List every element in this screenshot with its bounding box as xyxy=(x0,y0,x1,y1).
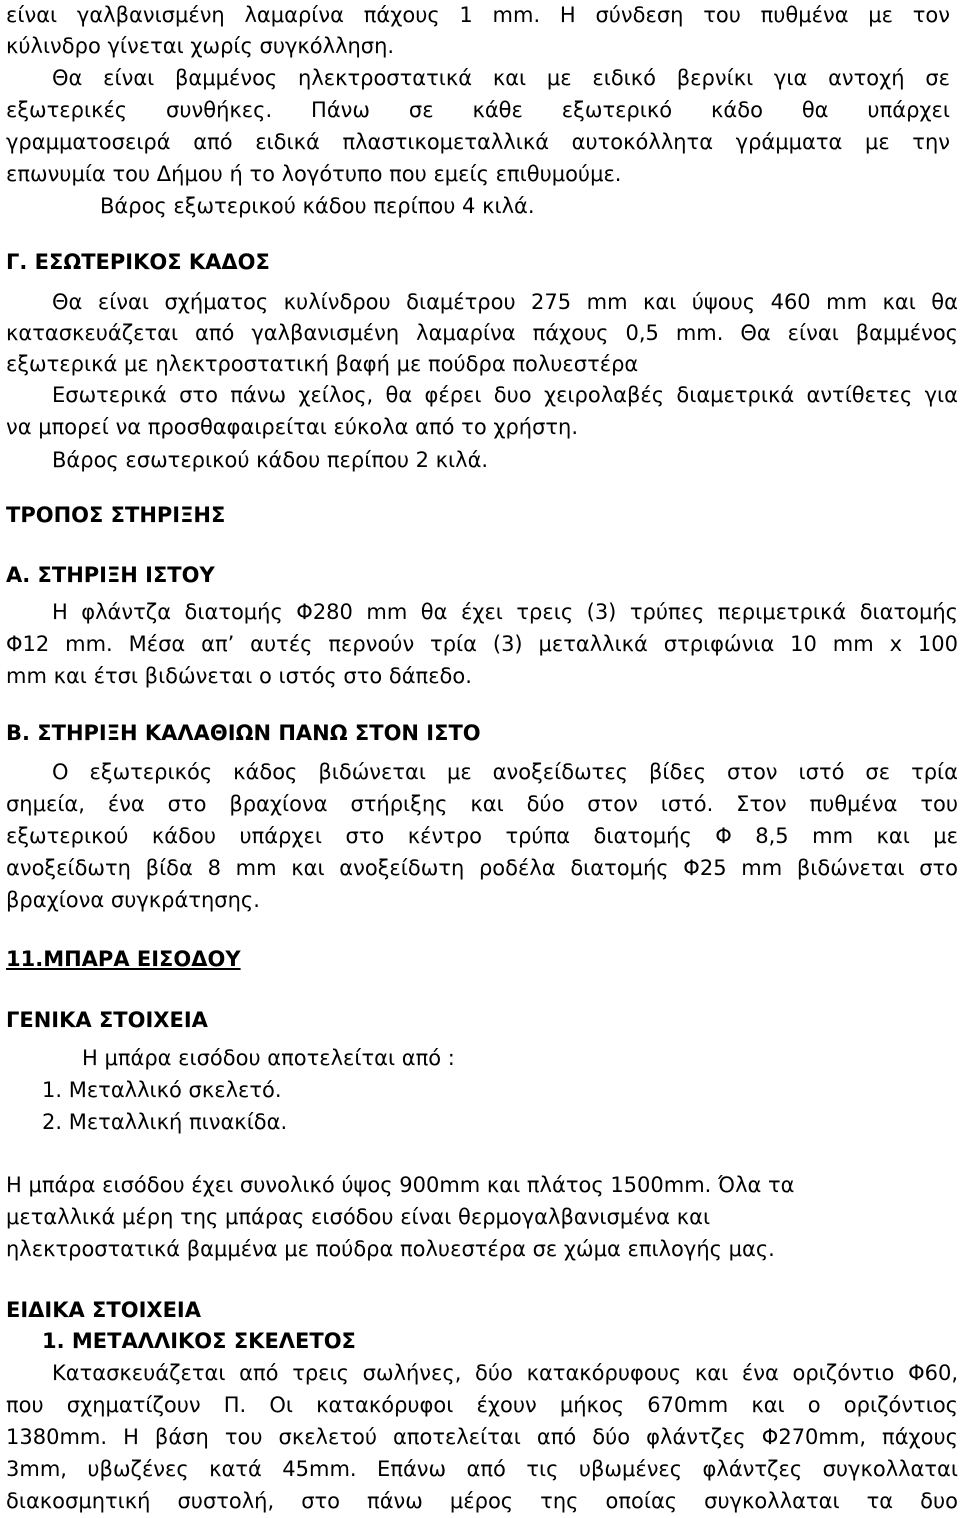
text-line: Κατασκευάζεται από τρεις σωλήνες, δύο κατακόρυφους και ένα οριζόντιο Φ60, xyxy=(52,1361,958,1385)
text-line: ηλεκτροστατικά βαμμένα με πούδρα πολυεστέρα σε χώμα επιλογής μας. xyxy=(6,1237,775,1261)
text-line: είναι γαλβανισμένη λαμαρίνα πάχους 1 mm. Η σύνδεση του πυθμένα με τον xyxy=(6,3,950,27)
text-line: κατασκευάζεται από γαλβανισμένη λαμαρίνα πάχους 0,5 mm. Θα είναι βαμμένος xyxy=(6,321,958,345)
text-line: Η φλάντζα διατομής Φ280 mm θα έχει τρεις (3) τρύπες περιμετρικά διατομής xyxy=(52,600,958,624)
text-line: σημεία, ένα στο βραχίονα στήριξης και δύο στον ιστό. Στον πυθμένα του xyxy=(6,792,958,816)
section-heading: ΓΕΝΙΚΑ ΣΤΟΙΧΕΙΑ xyxy=(6,1008,208,1032)
text-line: mm και έτσι βιδώνεται ο ιστός στο δάπεδο. xyxy=(6,664,472,688)
section-heading: 11.ΜΠΑΡΑ ΕΙΣΟΔΟΥ xyxy=(6,947,241,971)
text-line: Ο εξωτερικός κάδος βιδώνεται με ανοξείδωτες βίδες στον ιστό σε τρία xyxy=(52,760,958,784)
text-line: Φ12 mm. Μέσα απ’ αυτές περνούν τρία (3) μεταλλικά στριφώνια 10 mm x 100 xyxy=(6,632,958,656)
section-heading: Α. ΣΤΗΡΙΞΗ ΙΣΤΟΥ xyxy=(6,563,215,587)
text-line: επωνυμία του Δήμου ή το λογότυπο που εμείς επιθυμούμε. xyxy=(6,162,622,186)
text-line: βραχίονα συγκράτησης. xyxy=(6,888,260,912)
text-line: Εσωτερικά στο πάνω χείλος, θα φέρει δυο χειρολαβές διαμετρικά αντίθετες για xyxy=(52,383,958,407)
text-line: 3mm, υβωζένες κατά 45mm. Επάνω από τις υβωμένες φλάντζες συγκολλαται xyxy=(6,1457,958,1481)
text-line: 1. Μεταλλικό σκελετό. xyxy=(42,1078,282,1102)
text-line: διακοσμητική συστολή, στο πάνω μέρος της οποίας συγκολλαται τα δυο xyxy=(6,1489,958,1513)
text-line: που σχηματίζουν Π. Οι κατακόρυφοι έχουν μήκος 670mm και ο οριζόντιος xyxy=(6,1393,958,1417)
section-heading: ΕΙΔΙΚΑ ΣΤΟΙΧΕΙΑ xyxy=(6,1298,201,1322)
section-heading: Γ. ΕΣΩΤΕΡΙΚΟΣ ΚΑΔΟΣ xyxy=(6,250,270,274)
text-line: γραμματοσειρά από ειδικά πλαστικομεταλλικά αυτοκόλλητα γράμματα με την xyxy=(6,130,950,154)
text-line: Βάρος εξωτερικού κάδου περίπου 4 κιλά. xyxy=(100,194,535,218)
section-heading: Β. ΣΤΗΡΙΞΗ ΚΑΛΑΘΙΩΝ ΠΑΝΩ ΣΤΟΝ ΙΣΤΟ xyxy=(6,721,481,745)
text-line: εξωτερικές συνθήκες. Πάνω σε κάθε εξωτερικό κάδο θα υπάρχει xyxy=(6,98,950,122)
text-line: Η μπάρα εισόδου αποτελείται από : xyxy=(82,1046,455,1070)
text-line: Θα είναι σχήματος κυλίνδρου διαμέτρου 275 mm και ύψους 460 mm και θα xyxy=(52,290,958,314)
text-line: Η μπάρα εισόδου έχει συνολικό ύψος 900mm και πλάτος 1500mm. Όλα τα xyxy=(6,1173,795,1197)
text-line: εξωτερικά με ηλεκτροστατική βαφή με πούδρα πολυεστέρα xyxy=(6,352,639,376)
text-line: 1380mm. Η βάση του σκελετού αποτελείται από δύο φλάντζες Φ270mm, πάχους xyxy=(6,1425,958,1449)
text-line: κύλινδρο γίνεται χωρίς συγκόλληση. xyxy=(6,34,395,58)
text-line: μεταλλικά μέρη της μπάρας εισόδου είναι θερμογαλβανισμένα και xyxy=(6,1205,711,1229)
text-line: εξωτερικού κάδου υπάρχει στο κέντρο τρύπα διατομής Φ 8,5 mm και με xyxy=(6,824,958,848)
text-line: Βάρος εσωτερικού κάδου περίπου 2 κιλά. xyxy=(52,448,489,472)
text-line: Θα είναι βαμμένος ηλεκτροστατικά και με ειδικό βερνίκι για αντοχή σε xyxy=(52,66,950,90)
text-line: 2. Μεταλλική πινακίδα. xyxy=(42,1110,288,1134)
text-line: ανοξείδωτη βίδα 8 mm και ανοξείδωτη ροδέλα διατομής Φ25 mm βιδώνεται στο xyxy=(6,856,958,880)
section-heading: 1. ΜΕΤΑΛΛΙΚΟΣ ΣΚΕΛΕΤΟΣ xyxy=(42,1329,356,1353)
section-heading: ΤΡΟΠΟΣ ΣΤΗΡΙΞΗΣ xyxy=(6,503,226,527)
text-line: να μπορεί να προσθαφαιρείται εύκολα από το χρήστη. xyxy=(6,415,579,439)
